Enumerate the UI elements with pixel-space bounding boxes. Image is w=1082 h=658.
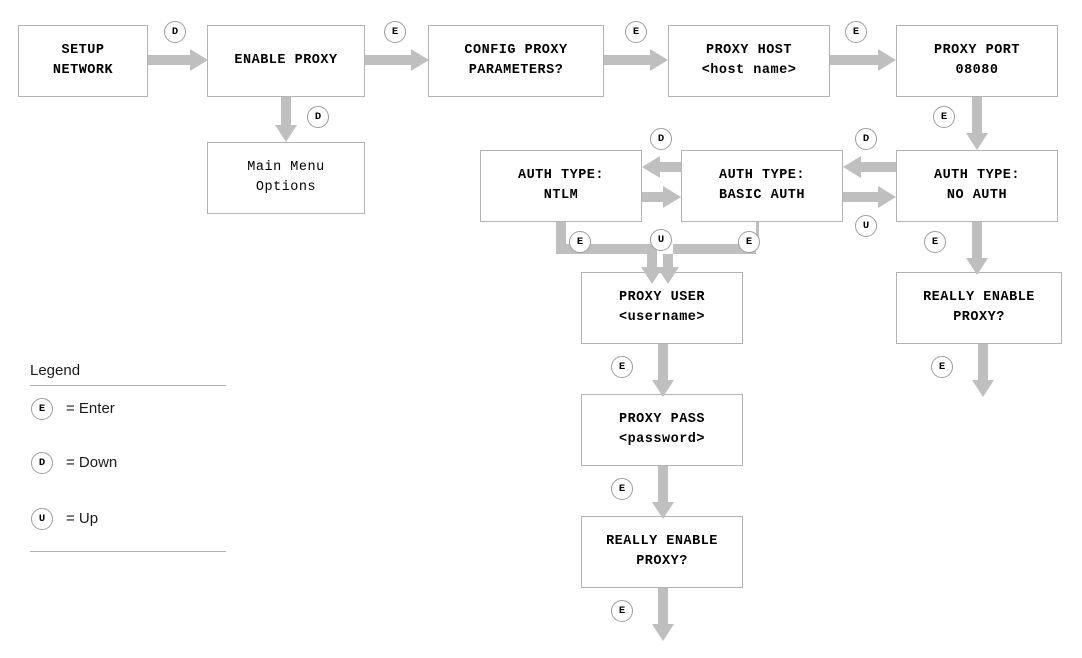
node-really-enable-right-line2: PROXY? [953, 310, 1005, 325]
node-setup-network-line1: SETUP [61, 43, 105, 59]
node-auth-noauth-line2: NO AUTH [946, 188, 1008, 203]
arrow-right-enable-out [972, 344, 994, 397]
arrow-basic-to-noauth [843, 186, 896, 208]
node-proxy-host[interactable] [668, 25, 830, 97]
arrow-enable-to-main-menu [275, 97, 297, 142]
badge-key-enter-basic-down: E [738, 231, 760, 253]
badge-key-enter-user-to-pass: E [611, 356, 633, 378]
node-proxy-host-line2: <host name> [701, 63, 797, 78]
legend-badge-up: U [31, 508, 53, 530]
node-proxy-pass-line2: <password> [618, 432, 705, 447]
node-really-enable-right-line1: REALLY ENABLE [923, 290, 1035, 306]
arrow-ntlm-to-basic [642, 186, 681, 208]
node-proxy-pass[interactable] [581, 394, 743, 466]
legend-label-enter: = Enter [66, 400, 115, 417]
legend-top-rule [30, 385, 226, 386]
node-proxy-port[interactable] [896, 25, 1058, 97]
badge-key-enter-host-to-port: E [845, 21, 867, 43]
arrow-host-to-port [830, 49, 896, 71]
node-main-menu-options[interactable] [207, 142, 365, 214]
node-main-menu-options-line1: Main Menu [247, 160, 325, 176]
arrow-enable-to-config [365, 49, 429, 71]
badge-key-enter-config-to-host: E [625, 21, 647, 43]
arrow-config-to-host [604, 49, 668, 71]
badge-key-enter-mid-enable-out: E [611, 600, 633, 622]
legend-label-down: = Down [66, 454, 118, 471]
legend-label-up: = Up [66, 510, 99, 527]
arrow-noauth-to-really-enable [966, 222, 988, 275]
arrow-mid-enable-out [652, 588, 674, 641]
node-config-proxy-line2: PARAMETERS? [468, 63, 564, 78]
arrow-noauth-to-basic [843, 156, 896, 178]
node-proxy-user-line1: PROXY USER [618, 290, 705, 306]
badge-key-down-enable-to-main: D [307, 106, 329, 128]
badge-key-enter-ntlm-down: E [569, 231, 591, 253]
node-really-enable-mid-line1: REALLY ENABLE [606, 534, 718, 550]
legend-badge-enter: E [31, 398, 53, 420]
badge-key-enter-enable-to-config: E [384, 21, 406, 43]
node-auth-basic-line1: AUTH TYPE: [718, 168, 805, 184]
node-main-menu-options-line2: Options [255, 180, 317, 195]
node-auth-ntlm-line2: NTLM [543, 188, 579, 203]
badge-key-up-basic-to-noauth: U [855, 215, 877, 237]
badge-key-down-noauth-to-basic: D [855, 128, 877, 150]
node-really-enable-proxy-right[interactable] [896, 272, 1062, 344]
node-proxy-host-line1: PROXY HOST [705, 43, 792, 59]
legend-badge-down: D [31, 452, 53, 474]
node-setup-network-line2: NETWORK [52, 63, 114, 78]
node-auth-type-no-auth[interactable] [896, 150, 1058, 222]
node-config-proxy-line1: CONFIG PROXY [464, 43, 568, 59]
badge-key-enter-noauth-down: E [924, 231, 946, 253]
node-auth-noauth-line1: AUTH TYPE: [933, 168, 1020, 184]
badge-key-enter-pass-to-enable: E [611, 478, 633, 500]
badge-key-up-ntlm-to-basic: U [650, 229, 672, 251]
node-auth-basic-line2: BASIC AUTH [718, 188, 805, 203]
badge-key-enter-port-to-auth: E [933, 106, 955, 128]
node-enable-proxy[interactable] [207, 25, 365, 97]
node-auth-type-ntlm[interactable] [480, 150, 642, 222]
legend-title: Legend [30, 362, 81, 379]
node-proxy-port-line1: PROXY PORT [933, 43, 1020, 59]
legend-bottom-rule [30, 551, 226, 552]
node-auth-type-basic-auth[interactable] [681, 150, 843, 222]
node-proxy-pass-line1: PROXY PASS [618, 412, 705, 428]
node-enable-proxy-line1: ENABLE PROXY [234, 53, 338, 69]
node-config-proxy-parameters[interactable] [428, 25, 604, 97]
node-really-enable-mid-line2: PROXY? [636, 554, 688, 569]
arrow-setup-to-enable [148, 49, 208, 71]
arrow-user-to-pass [652, 344, 674, 397]
badge-key-down-setup-to-enable: D [164, 21, 186, 43]
node-really-enable-proxy-middle[interactable] [581, 516, 743, 588]
node-auth-ntlm-line1: AUTH TYPE: [517, 168, 604, 184]
arrow-basic-to-ntlm [642, 156, 681, 178]
arrow-port-to-noauth [966, 97, 988, 150]
badge-key-enter-right-enable-out: E [931, 356, 953, 378]
badge-key-down-basic-to-ntlm: D [650, 128, 672, 150]
node-proxy-port-line2: 08080 [955, 63, 999, 78]
node-setup-network[interactable] [18, 25, 148, 97]
arrow-pass-to-really-enable [652, 466, 674, 519]
node-proxy-user-line2: <username> [618, 310, 705, 325]
